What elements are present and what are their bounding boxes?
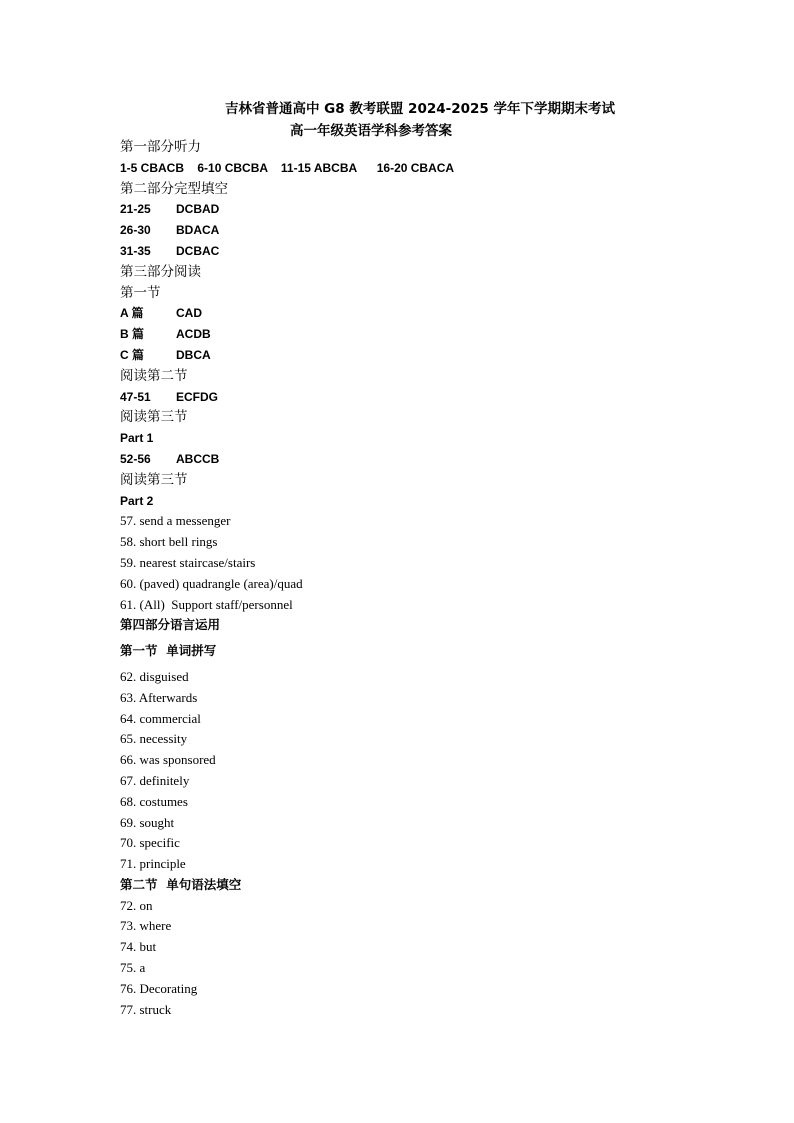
answer-value: DBCA [176, 347, 211, 362]
answer-row [120, 303, 454, 324]
part3-heading: 第三部分阅读 [120, 263, 201, 280]
answer-value: ECFDG [176, 389, 218, 404]
answer-item: 63. Afterwards [120, 689, 198, 705]
answer-value: ACDB [176, 327, 211, 342]
answer-row [120, 241, 454, 262]
document-subtitle: 高一年级英语学科参考答案 [290, 123, 452, 139]
answer-row [120, 345, 454, 366]
answer-label: A 篇 [120, 306, 144, 321]
part3-section3b-heading: 阅读第三节 [120, 471, 188, 488]
answer-item: 65. necessity [120, 731, 188, 747]
part1-heading: 第一部分听力 [120, 139, 201, 155]
answer-label: 21-25 [120, 202, 151, 217]
answer-item: 62. disguised [120, 668, 189, 684]
part1-answers: 1-5 CBACB 6-10 CBCBA 11-15 ABCBA 16-20 CBACA [120, 160, 455, 175]
answer-label: 52-56 [120, 451, 151, 466]
answer-item: 66. was sponsored [120, 752, 216, 768]
part4-heading: 第四部分语言运用 [120, 617, 221, 633]
answer-item: 60. (paved) quadrangle (area)/quad [120, 575, 303, 591]
answer-label: 47-51 [120, 389, 151, 404]
answer-label: 31-35 [120, 243, 151, 258]
answer-item: 70. specific [120, 835, 180, 851]
answer-item: 58. short bell rings [120, 534, 218, 550]
answer-item: 75. a [120, 960, 146, 976]
answer-row [120, 220, 454, 241]
answer-item: 57. send a messenger [120, 513, 231, 529]
answer-item: 68. costumes [120, 793, 188, 809]
answer-row [120, 449, 454, 470]
answer-item: 74. but [120, 939, 157, 955]
answer-item: 67. definitely [120, 772, 190, 788]
answer-label: B 篇 [120, 327, 145, 342]
part3-section3a-heading: 阅读第三节 [120, 409, 188, 426]
answer-value: DCBAD [176, 202, 220, 217]
answer-value: DCBAC [176, 243, 220, 258]
answer-item: 61. (All) Support staff/personnel [120, 596, 293, 612]
part2-heading: 第二部分完型填空 [120, 180, 228, 197]
answer-item: 73. where [120, 918, 172, 934]
answer-item: 71. principle [120, 856, 186, 872]
answer-value: ABCCB [176, 451, 220, 466]
part3-section1-heading: 第一节 [120, 284, 161, 301]
document-title: 吉林省普通高中 G8 教考联盟 2024-2025 学年下学期期末考试 [224, 101, 616, 117]
answer-value: BDACA [176, 223, 220, 238]
part-label: Part 2 [120, 493, 154, 508]
part4-section2-heading: 第二节 单句语法填空 [120, 876, 242, 892]
answer-value: CAD [176, 306, 202, 321]
answer-row [120, 387, 454, 408]
answer-item: 59. nearest staircase/stairs [120, 554, 256, 570]
answer-item: 72. on [120, 897, 153, 913]
answer-item: 64. commercial [120, 710, 201, 726]
answer-key [120, 137, 454, 1020]
answer-label: C 篇 [120, 347, 145, 362]
part3-section2-heading: 阅读第二节 [120, 367, 188, 384]
part-label: Part 1 [120, 431, 154, 446]
answer-row [120, 199, 454, 220]
answer-item: 76. Decorating [120, 980, 198, 996]
answer-label: 26-30 [120, 223, 151, 238]
answer-item: 77. struck [120, 1001, 172, 1017]
answer-item: 69. sought [120, 814, 175, 830]
answer-row [120, 324, 454, 345]
part4-section1-heading: 第一节 单词拼写 [120, 643, 217, 659]
